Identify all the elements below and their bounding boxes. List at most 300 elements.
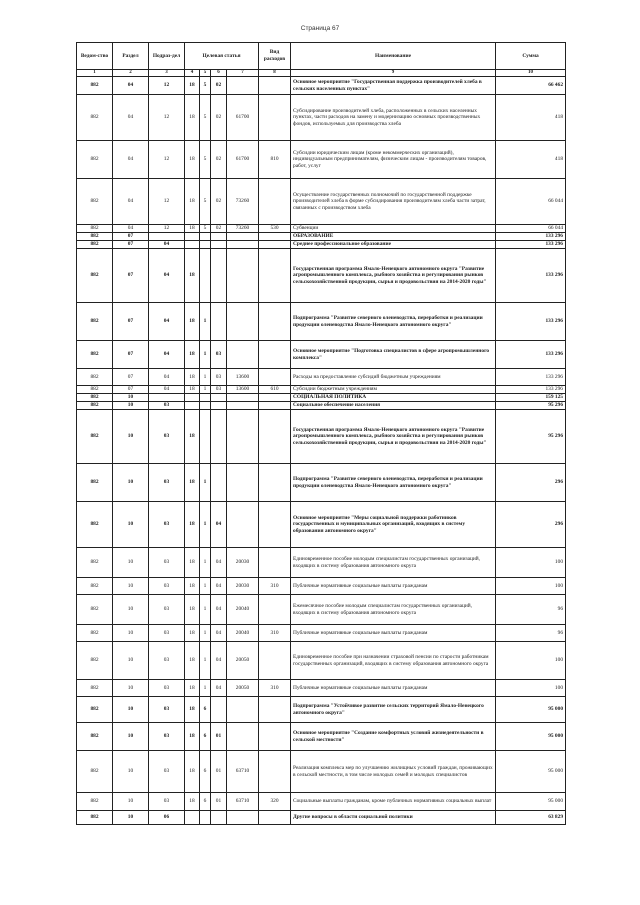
cell-podrazdel: 03 bbox=[149, 642, 185, 680]
table-row bbox=[77, 578, 566, 595]
cell-vedomstvo: 882 bbox=[77, 723, 113, 751]
cell-sum: 296 bbox=[496, 464, 566, 502]
cell-target-program bbox=[185, 241, 200, 249]
cell-sum: 95 000 bbox=[496, 723, 566, 751]
cell-target-event bbox=[211, 249, 227, 303]
cell-target-event: 04 bbox=[211, 502, 227, 548]
cell-target-direction: 63710 bbox=[227, 793, 259, 811]
table-row bbox=[77, 225, 566, 233]
cell-podrazdel: 12 bbox=[149, 225, 185, 233]
cell-target-event bbox=[211, 464, 227, 502]
cell-name: СОЦИАЛЬНАЯ ПОЛИТИКА bbox=[291, 394, 496, 402]
cell-sum: 66 044 bbox=[496, 179, 566, 225]
cell-target-subprogram: 6 bbox=[200, 723, 211, 751]
cell-name: Публичные нормативные социальные выплаты гражданам bbox=[291, 625, 496, 642]
table-row bbox=[77, 502, 566, 548]
cell-target-subprogram: 1 bbox=[200, 303, 211, 341]
cell-sum: 133 296 bbox=[496, 233, 566, 241]
cell-target-event: 03 bbox=[211, 386, 227, 394]
cell-razdel: 04 bbox=[113, 225, 149, 233]
cell-target-direction: 20040 bbox=[227, 595, 259, 625]
cell-expense-type bbox=[259, 179, 291, 225]
cell-target-event bbox=[211, 394, 227, 402]
cell-expense-type bbox=[259, 77, 291, 95]
column-number: 1 bbox=[77, 70, 113, 77]
cell-razdel: 04 bbox=[113, 179, 149, 225]
cell-vedomstvo: 882 bbox=[77, 369, 113, 386]
cell-podrazdel: 03 bbox=[149, 464, 185, 502]
cell-name: Публичные нормативные социальные выплаты гражданам bbox=[291, 680, 496, 697]
cell-expense-type: 310 bbox=[259, 578, 291, 595]
cell-podrazdel: 12 bbox=[149, 77, 185, 95]
table-row bbox=[77, 402, 566, 410]
cell-razdel: 04 bbox=[113, 95, 149, 141]
cell-target-program: 18 bbox=[185, 751, 200, 793]
cell-name: Подпрограмма "Устойчивое развитие сельских территорий Ямало-Ненецкого автономного округа" bbox=[291, 697, 496, 723]
table-row bbox=[77, 303, 566, 341]
cell-razdel: 10 bbox=[113, 723, 149, 751]
header-vedomstvo: Ведом-ство bbox=[77, 43, 113, 70]
cell-name: Социальные выплаты гражданам, кроме публичных нормативных социальных выплат bbox=[291, 793, 496, 811]
cell-target-subprogram: 5 bbox=[200, 225, 211, 233]
header-razdel: Раздел bbox=[113, 43, 149, 70]
cell-sum: 63 829 bbox=[496, 811, 566, 825]
cell-name: Основное мероприятие "Меры социальной поддержки работников государственных и муниципальных организаций, входящих в систему образования автономного округа" bbox=[291, 502, 496, 548]
cell-target-direction bbox=[227, 697, 259, 723]
page-number-label: Страница 67 bbox=[300, 25, 340, 32]
cell-name: Субвенции bbox=[291, 225, 496, 233]
cell-vedomstvo: 882 bbox=[77, 625, 113, 642]
cell-vedomstvo: 882 bbox=[77, 402, 113, 410]
cell-target-program: 18 bbox=[185, 548, 200, 578]
cell-sum: 100 bbox=[496, 578, 566, 595]
cell-sum: 100 bbox=[496, 548, 566, 578]
cell-razdel: 10 bbox=[113, 578, 149, 595]
cell-expense-type bbox=[259, 642, 291, 680]
budget-table-body bbox=[77, 77, 566, 825]
header-name: Наименование bbox=[291, 43, 496, 70]
column-number: 7 bbox=[227, 70, 259, 77]
cell-target-program: 18 bbox=[185, 697, 200, 723]
cell-target-event: 02 bbox=[211, 179, 227, 225]
cell-vedomstvo: 882 bbox=[77, 464, 113, 502]
cell-target-event bbox=[211, 303, 227, 341]
cell-target-program: 18 bbox=[185, 502, 200, 548]
cell-target-subprogram: 1 bbox=[200, 578, 211, 595]
cell-sum: 95 000 bbox=[496, 697, 566, 723]
cell-expense-type: 310 bbox=[259, 625, 291, 642]
cell-sum: 418 bbox=[496, 95, 566, 141]
cell-sum: 100 bbox=[496, 680, 566, 697]
column-number: 4 bbox=[185, 70, 200, 77]
cell-podrazdel: 03 bbox=[149, 680, 185, 697]
cell-target-direction: 61700 bbox=[227, 141, 259, 179]
cell-expense-type bbox=[259, 751, 291, 793]
cell-target-subprogram: 1 bbox=[200, 642, 211, 680]
table-row bbox=[77, 751, 566, 793]
cell-podrazdel: 04 bbox=[149, 386, 185, 394]
cell-target-program: 18 bbox=[185, 642, 200, 680]
cell-target-program: 18 bbox=[185, 723, 200, 751]
table-row bbox=[77, 141, 566, 179]
cell-razdel: 10 bbox=[113, 697, 149, 723]
cell-expense-type bbox=[259, 369, 291, 386]
cell-expense-type bbox=[259, 502, 291, 548]
cell-target-subprogram: 1 bbox=[200, 625, 211, 642]
cell-podrazdel: 04 bbox=[149, 303, 185, 341]
cell-expense-type bbox=[259, 303, 291, 341]
cell-target-direction bbox=[227, 249, 259, 303]
cell-name: Публичные нормативные социальные выплаты гражданам bbox=[291, 578, 496, 595]
table-row bbox=[77, 341, 566, 369]
cell-name: Осуществление государственных полномочий по государственной поддержке производителей хлеба в форме субсидирования производителям хлеба части затрат, связанных с производством хлеба bbox=[291, 179, 496, 225]
cell-podrazdel bbox=[149, 394, 185, 402]
cell-vedomstvo: 882 bbox=[77, 502, 113, 548]
cell-target-subprogram: 1 bbox=[200, 680, 211, 697]
cell-expense-type: 320 bbox=[259, 793, 291, 811]
cell-podrazdel: 03 bbox=[149, 502, 185, 548]
cell-name: Субсидии бюджетным учреждениям bbox=[291, 386, 496, 394]
cell-name: Основное мероприятие "Создание комфортных условий жизнедеятельности в сельской местности" bbox=[291, 723, 496, 751]
cell-target-event bbox=[211, 811, 227, 825]
cell-razdel: 07 bbox=[113, 249, 149, 303]
cell-vedomstvo: 882 bbox=[77, 386, 113, 394]
cell-name: Государственная программа Ямало-Ненецкого автономного округа "Развитие агропромышленного комплекса, рыбного хозяйства и регулирования рынков сельскохозяйственной продукции, сырья и продовольствия на 2014-2020 годы" bbox=[291, 249, 496, 303]
cell-razdel: 10 bbox=[113, 811, 149, 825]
cell-podrazdel: 03 bbox=[149, 793, 185, 811]
column-number: 2 bbox=[113, 70, 149, 77]
table-row bbox=[77, 394, 566, 402]
cell-sum: 66 044 bbox=[496, 225, 566, 233]
table-row bbox=[77, 642, 566, 680]
cell-target-event: 02 bbox=[211, 77, 227, 95]
cell-target-event bbox=[211, 233, 227, 241]
cell-sum: 100 bbox=[496, 642, 566, 680]
cell-vedomstvo: 882 bbox=[77, 697, 113, 723]
cell-target-program: 18 bbox=[185, 680, 200, 697]
cell-vedomstvo: 882 bbox=[77, 548, 113, 578]
cell-target-program: 18 bbox=[185, 369, 200, 386]
cell-expense-type bbox=[259, 723, 291, 751]
cell-name: Среднее профессиональное образование bbox=[291, 241, 496, 249]
header-sum: Сумма bbox=[496, 43, 566, 70]
cell-target-program: 18 bbox=[185, 179, 200, 225]
cell-target-direction: 13600 bbox=[227, 369, 259, 386]
cell-target-subprogram: 5 bbox=[200, 77, 211, 95]
cell-target-subprogram: 1 bbox=[200, 595, 211, 625]
cell-razdel: 07 bbox=[113, 233, 149, 241]
cell-target-event: 03 bbox=[211, 341, 227, 369]
cell-name: Субсидирование производителей хлеба, расположенных в сельских населенных пунктах, части расходов на замену и модернизацию основных производственных фондов, используемых для производства хлеба bbox=[291, 95, 496, 141]
cell-target-direction: 13600 bbox=[227, 386, 259, 394]
cell-razdel: 10 bbox=[113, 548, 149, 578]
cell-vedomstvo: 882 bbox=[77, 77, 113, 95]
cell-expense-type bbox=[259, 464, 291, 502]
cell-razdel: 10 bbox=[113, 680, 149, 697]
cell-target-direction: 63710 bbox=[227, 751, 259, 793]
cell-vedomstvo: 882 bbox=[77, 578, 113, 595]
cell-target-direction: 73260 bbox=[227, 179, 259, 225]
cell-podrazdel: 12 bbox=[149, 141, 185, 179]
cell-target-event: 04 bbox=[211, 625, 227, 642]
column-number: 10 bbox=[496, 70, 566, 77]
cell-target-direction: 20040 bbox=[227, 625, 259, 642]
cell-target-subprogram: 6 bbox=[200, 793, 211, 811]
cell-expense-type bbox=[259, 595, 291, 625]
cell-target-subprogram bbox=[200, 811, 211, 825]
header-podrazdel: Подраз-дел bbox=[149, 43, 185, 70]
cell-target-event: 04 bbox=[211, 548, 227, 578]
cell-expense-type: 310 bbox=[259, 680, 291, 697]
cell-target-program: 18 bbox=[185, 341, 200, 369]
cell-expense-type bbox=[259, 95, 291, 141]
cell-sum: 159 125 bbox=[496, 394, 566, 402]
table-row bbox=[77, 811, 566, 825]
cell-target-subprogram: 1 bbox=[200, 464, 211, 502]
cell-podrazdel: 04 bbox=[149, 369, 185, 386]
cell-name: Основное мероприятие "Государственная поддержка производителей хлеба в сельских населенных пунктах" bbox=[291, 77, 496, 95]
cell-target-direction bbox=[227, 502, 259, 548]
cell-target-program: 18 bbox=[185, 141, 200, 179]
cell-target-direction bbox=[227, 811, 259, 825]
cell-target-subprogram: 6 bbox=[200, 697, 211, 723]
cell-target-subprogram bbox=[200, 241, 211, 249]
cell-target-direction bbox=[227, 394, 259, 402]
cell-expense-type: 610 bbox=[259, 386, 291, 394]
cell-target-subprogram bbox=[200, 233, 211, 241]
table-row bbox=[77, 410, 566, 464]
cell-podrazdel: 04 bbox=[149, 249, 185, 303]
cell-razdel: 10 bbox=[113, 595, 149, 625]
cell-target-event: 02 bbox=[211, 141, 227, 179]
cell-vedomstvo: 882 bbox=[77, 410, 113, 464]
cell-podrazdel: 03 bbox=[149, 548, 185, 578]
cell-target-program: 18 bbox=[185, 225, 200, 233]
cell-expense-type bbox=[259, 697, 291, 723]
cell-razdel: 10 bbox=[113, 502, 149, 548]
table-row bbox=[77, 595, 566, 625]
cell-razdel: 07 bbox=[113, 341, 149, 369]
cell-podrazdel: 03 bbox=[149, 723, 185, 751]
cell-target-event: 01 bbox=[211, 723, 227, 751]
cell-target-subprogram: 1 bbox=[200, 548, 211, 578]
cell-target-subprogram bbox=[200, 249, 211, 303]
cell-target-event bbox=[211, 241, 227, 249]
table-row bbox=[77, 793, 566, 811]
cell-razdel: 10 bbox=[113, 410, 149, 464]
cell-target-direction bbox=[227, 402, 259, 410]
table-row bbox=[77, 723, 566, 751]
cell-razdel: 10 bbox=[113, 402, 149, 410]
cell-expense-type bbox=[259, 402, 291, 410]
cell-podrazdel: 12 bbox=[149, 95, 185, 141]
cell-target-event bbox=[211, 410, 227, 464]
cell-target-program: 18 bbox=[185, 77, 200, 95]
cell-podrazdel: 03 bbox=[149, 578, 185, 595]
cell-sum: 133 296 bbox=[496, 386, 566, 394]
cell-target-event: 04 bbox=[211, 595, 227, 625]
cell-name: Единовременное пособие при назначении страховой пенсии по старости работникам государственных организаций, входящих в систему образования автономного округа bbox=[291, 642, 496, 680]
column-number: 6 bbox=[211, 70, 227, 77]
cell-razdel: 10 bbox=[113, 793, 149, 811]
cell-podrazdel: 06 bbox=[149, 811, 185, 825]
table-row bbox=[77, 369, 566, 386]
cell-razdel: 10 bbox=[113, 394, 149, 402]
cell-sum: 133 296 bbox=[496, 303, 566, 341]
cell-target-direction bbox=[227, 233, 259, 241]
cell-vedomstvo: 882 bbox=[77, 141, 113, 179]
cell-name: Расходы на предоставление субсидий бюджетным учреждениям bbox=[291, 369, 496, 386]
table-row bbox=[77, 233, 566, 241]
cell-target-subprogram: 1 bbox=[200, 386, 211, 394]
cell-razdel: 10 bbox=[113, 625, 149, 642]
cell-vedomstvo: 882 bbox=[77, 642, 113, 680]
table-row bbox=[77, 241, 566, 249]
cell-podrazdel: 03 bbox=[149, 402, 185, 410]
cell-expense-type: 810 bbox=[259, 141, 291, 179]
cell-razdel: 10 bbox=[113, 464, 149, 502]
table-row bbox=[77, 386, 566, 394]
cell-target-subprogram: 1 bbox=[200, 369, 211, 386]
cell-razdel: 07 bbox=[113, 303, 149, 341]
column-number-row bbox=[77, 70, 566, 77]
cell-target-direction bbox=[227, 241, 259, 249]
cell-podrazdel: 03 bbox=[149, 697, 185, 723]
cell-target-subprogram: 1 bbox=[200, 502, 211, 548]
cell-vedomstvo: 882 bbox=[77, 811, 113, 825]
cell-target-subprogram: 5 bbox=[200, 179, 211, 225]
cell-target-program bbox=[185, 811, 200, 825]
cell-razdel: 10 bbox=[113, 642, 149, 680]
cell-vedomstvo: 882 bbox=[77, 303, 113, 341]
cell-vedomstvo: 882 bbox=[77, 225, 113, 233]
cell-name: Подпрограмма "Развитие северного оленеводства, переработки и реализации продукции оленеводства Ямало-Ненецкого автономного округа" bbox=[291, 464, 496, 502]
table-row bbox=[77, 680, 566, 697]
cell-target-event: 02 bbox=[211, 95, 227, 141]
cell-name: Ежемесячное пособие молодым специалистам государственных организаций, входящих в систему образования автономного округа bbox=[291, 595, 496, 625]
cell-target-direction bbox=[227, 464, 259, 502]
cell-podrazdel: 03 bbox=[149, 625, 185, 642]
cell-sum: 95 296 bbox=[496, 410, 566, 464]
cell-expense-type bbox=[259, 811, 291, 825]
cell-vedomstvo: 882 bbox=[77, 341, 113, 369]
cell-target-direction bbox=[227, 303, 259, 341]
cell-target-direction: 20030 bbox=[227, 578, 259, 595]
cell-expense-type bbox=[259, 394, 291, 402]
cell-expense-type bbox=[259, 341, 291, 369]
cell-sum: 96 bbox=[496, 595, 566, 625]
cell-target-subprogram: 1 bbox=[200, 341, 211, 369]
table-row bbox=[77, 697, 566, 723]
cell-target-program bbox=[185, 233, 200, 241]
cell-sum: 66 462 bbox=[496, 77, 566, 95]
cell-sum: 133 296 bbox=[496, 369, 566, 386]
cell-razdel: 07 bbox=[113, 386, 149, 394]
cell-vedomstvo: 882 bbox=[77, 793, 113, 811]
cell-vedomstvo: 882 bbox=[77, 595, 113, 625]
cell-name: Государственная программа Ямало-Ненецкого автономного округа "Развитие агропромышленного комплекса, рыбного хозяйства и регулирования рынков сельскохозяйственной продукции, сырья и продовольствия на 2014-2020 годы" bbox=[291, 410, 496, 464]
cell-target-program: 18 bbox=[185, 410, 200, 464]
table-row bbox=[77, 548, 566, 578]
cell-expense-type bbox=[259, 548, 291, 578]
cell-target-direction bbox=[227, 341, 259, 369]
cell-name: Реализация комплекса мер по улучшению жилищных условий граждан, проживающих в сельской местности, в том числе молодых семей и молодых специалистов bbox=[291, 751, 496, 793]
cell-target-direction bbox=[227, 410, 259, 464]
cell-target-event: 02 bbox=[211, 225, 227, 233]
cell-target-event: 04 bbox=[211, 642, 227, 680]
cell-vedomstvo: 882 bbox=[77, 95, 113, 141]
column-number: 5 bbox=[200, 70, 211, 77]
cell-expense-type bbox=[259, 233, 291, 241]
cell-name: Субсидии юридическим лицам (кроме некоммерческих организаций), индивидуальным предпринимателям, физическим лицам - производителям товаров, работ, услуг bbox=[291, 141, 496, 179]
cell-target-subprogram bbox=[200, 394, 211, 402]
cell-target-subprogram: 6 bbox=[200, 751, 211, 793]
cell-target-event bbox=[211, 697, 227, 723]
cell-target-event: 04 bbox=[211, 680, 227, 697]
cell-target-direction: 20030 bbox=[227, 548, 259, 578]
cell-target-subprogram: 5 bbox=[200, 95, 211, 141]
cell-target-program bbox=[185, 394, 200, 402]
cell-razdel: 04 bbox=[113, 141, 149, 179]
cell-sum: 133 296 bbox=[496, 249, 566, 303]
cell-vedomstvo: 882 bbox=[77, 241, 113, 249]
cell-target-program bbox=[185, 402, 200, 410]
column-number: 3 bbox=[149, 70, 185, 77]
table-row bbox=[77, 249, 566, 303]
cell-target-program: 18 bbox=[185, 793, 200, 811]
header-target-article: Целевая статья bbox=[185, 43, 259, 70]
cell-target-event: 01 bbox=[211, 751, 227, 793]
cell-target-event: 04 bbox=[211, 578, 227, 595]
cell-target-program: 18 bbox=[185, 95, 200, 141]
table-row bbox=[77, 95, 566, 141]
cell-sum: 418 bbox=[496, 141, 566, 179]
column-number: 9 bbox=[291, 70, 496, 77]
cell-target-program: 18 bbox=[185, 464, 200, 502]
cell-sum: 133 296 bbox=[496, 241, 566, 249]
cell-podrazdel bbox=[149, 233, 185, 241]
table-row bbox=[77, 179, 566, 225]
table-row bbox=[77, 77, 566, 95]
header-expense-type: Вид расходов bbox=[259, 43, 291, 70]
cell-name: Социальное обеспечение населения bbox=[291, 402, 496, 410]
cell-target-direction bbox=[227, 723, 259, 751]
cell-target-program: 18 bbox=[185, 303, 200, 341]
cell-expense-type bbox=[259, 410, 291, 464]
cell-podrazdel: 04 bbox=[149, 341, 185, 369]
cell-sum: 95 000 bbox=[496, 751, 566, 793]
table-row bbox=[77, 625, 566, 642]
cell-target-direction: 73260 bbox=[227, 225, 259, 233]
cell-target-event: 03 bbox=[211, 369, 227, 386]
cell-razdel: 04 bbox=[113, 77, 149, 95]
cell-target-direction: 61700 bbox=[227, 95, 259, 141]
cell-vedomstvo: 882 bbox=[77, 179, 113, 225]
cell-sum: 96 bbox=[496, 625, 566, 642]
cell-podrazdel: 12 bbox=[149, 179, 185, 225]
cell-podrazdel: 03 bbox=[149, 595, 185, 625]
cell-sum: 133 296 bbox=[496, 341, 566, 369]
column-number: 8 bbox=[259, 70, 291, 77]
cell-name: Основное мероприятие "Подготовка специалистов в сфере агропромышленного комплекса" bbox=[291, 341, 496, 369]
cell-target-direction: 20050 bbox=[227, 680, 259, 697]
cell-vedomstvo: 882 bbox=[77, 680, 113, 697]
cell-target-subprogram: 5 bbox=[200, 141, 211, 179]
cell-target-program: 18 bbox=[185, 595, 200, 625]
cell-name: ОБРАЗОВАНИЕ bbox=[291, 233, 496, 241]
cell-vedomstvo: 882 bbox=[77, 233, 113, 241]
cell-vedomstvo: 882 bbox=[77, 394, 113, 402]
